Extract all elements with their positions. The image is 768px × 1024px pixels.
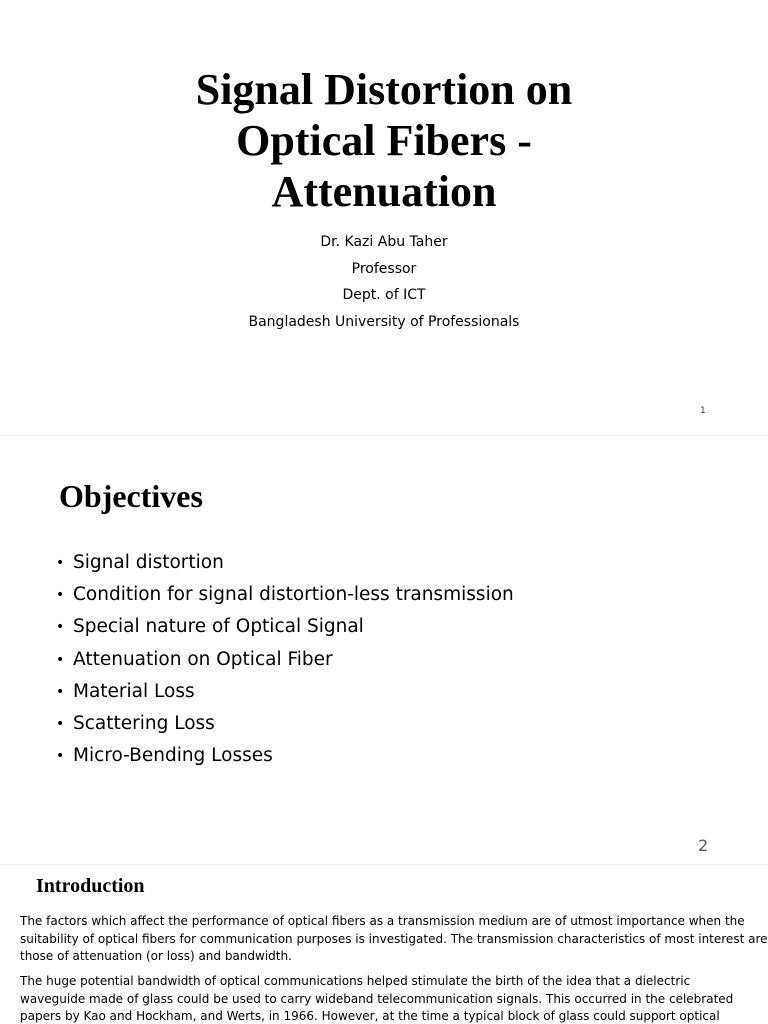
list-item — [56, 644, 514, 676]
bullet-icon: • — [56, 555, 65, 571]
bullet-icon: • — [56, 619, 65, 636]
list-item-text: Scattering Loss — [73, 712, 215, 734]
author-name: Dr. Kazi Abu Taher — [320, 234, 448, 250]
author-position: Professor — [351, 260, 417, 277]
list-item — [56, 579, 514, 611]
author-block — [0, 229, 768, 335]
paragraph-line: The factors which affect the performance of optical fibers as a transmission medium are of utmost importance when the — [20, 914, 745, 928]
bullet-icon: • — [56, 587, 65, 604]
bullet-icon: • — [56, 651, 65, 668]
list-item-text: Micro-Bending Losses — [73, 745, 273, 767]
author-university: Bangladesh University of Professionals — [248, 313, 520, 330]
bullet-icon: • — [56, 683, 65, 700]
title-slide — [0, 0, 768, 435]
list-item-text: Material Loss — [73, 680, 195, 702]
title-line-3: Attenuation — [271, 167, 497, 216]
list-item — [56, 740, 514, 772]
intro-paragraph-1 — [20, 913, 768, 966]
paragraph-line: waveguide made of glass could be used to carry wideband telecommunication signals. This occurred in the celebrated — [20, 991, 734, 1006]
title-line-2: Optical Fibers - — [236, 116, 532, 165]
paragraph-line: suitability of optical fibers for communication purposes is investigated. The transmission characteristics of most interest are — [20, 931, 768, 946]
objectives-heading: Objectives — [59, 478, 203, 514]
list-item — [56, 676, 514, 708]
introduction-heading: Introduction — [36, 875, 145, 897]
paragraph-line: those of attenuation (or loss) and bandwidth. — [20, 949, 292, 964]
page-number: 1 — [700, 406, 706, 416]
list-item-text: Special nature of Optical Signal — [73, 616, 364, 638]
objectives-list — [56, 547, 514, 772]
objectives-slide — [0, 436, 768, 864]
list-item-text: Attenuation on Optical Fiber — [73, 648, 333, 670]
paragraph-line: papers by Kao and Hockham, and Werts, in 1966. However, at the time a typical block of glass could support optical — [20, 1009, 720, 1024]
list-item-text: Condition for signal distortion-less transmission — [73, 584, 514, 606]
paragraph-line: The huge potential bandwidth of optical communications helped stimulate the birth of the idea that a dielectric — [20, 974, 691, 988]
list-item — [56, 547, 514, 579]
list-item — [56, 708, 514, 740]
author-department: Dept. of ICT — [342, 287, 426, 303]
intro-paragraph-2 — [20, 973, 750, 1024]
page-number: 2 — [698, 836, 709, 855]
slide-title — [0, 64, 768, 217]
bullet-icon: • — [56, 715, 65, 732]
title-line-1: Signal Distortion on — [195, 65, 573, 114]
list-item — [56, 611, 514, 643]
bullet-icon: • — [56, 748, 65, 765]
list-item-text: Signal distortion — [73, 552, 224, 573]
introduction-slide — [0, 865, 768, 1024]
